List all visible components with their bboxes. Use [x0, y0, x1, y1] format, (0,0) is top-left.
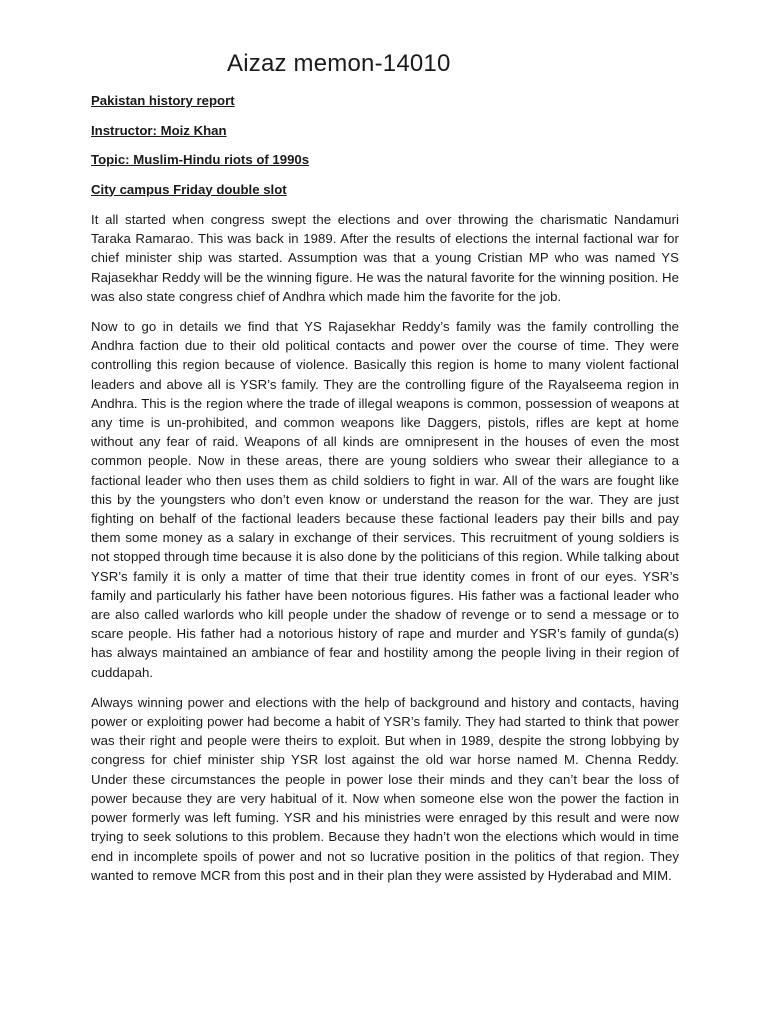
paragraph-1: It all started when congress swept the elections and over throwing the charismatic Nandamuri Taraka Ramarao. This was back in 1989. After the results of elections the internal factional war for chief minister ship was started. Assumption was that a young Cristian MP who was named YS Rajasekhar Reddy will be the winning figure. He was the natural favorite for the winning position. He was also state congress chief of Andhra which made him the favorite for the job.: [91, 212, 679, 304]
document-title: Aizaz memon-14010: [227, 50, 451, 77]
report-name: Pakistan history report: [91, 93, 235, 108]
campus-line: City campus Friday double slot: [91, 181, 287, 197]
paragraph-3: Always winning power and elections with the help of background and history and contacts, having power or exploiting power had become a habit of YSR’s family. They had started to think that power was their right and people were theirs to exploit. But when in 1989, despite the strong lobbying by congress for chief minister ship YSR lost against the old war horse named M. Chenna Reddy. Under these circumstances the people in power lose their minds and they can’t bear the loss of power because they are very habitual of it. Now when someone else won the power the faction in power formerly was left fuming. YSR and his ministries were enraged by this result and were now trying to seek solutions to this problem. Because they hadn’t won the elections which would in time end in incomplete spoils of power and not so lucrative position in the politics of that region. They wanted to remove MCR from this post and in their plan they were assisted by Hyderabad and MIM.: [91, 694, 679, 883]
paragraph-2: Now to go in details we find that YS Rajasekhar Reddy’s family was the family controlling the Andhra faction due to their old political contacts and power over the course of time. They were controlling this region because of violence. Basically this region is home to many violent factional leaders and above all is YSR’s family. They are the controlling figure of the Rayalseema region in Andhra. This is the region where the trade of illegal weapons is common, possession of weapons at any time is un-prohibited, and common weapons like Daggers, pistols, rifles are kept at home without any fear of raid. Weapons of all kinds are omnipresent in the houses of even the most common people. Now in these areas, there are young soldiers who swear their allegiance to a factional leader who then uses them as child soldiers to fight in war. All of the wars are fought like this by the youngsters who don’t even know or understand the reason for the war. They are just fighting on behalf of the factional leaders because these factional leaders pay their bills and pay them some money as a salary in exchange of their services. This recruitment of young soldiers is not stopped through time because it is also done by the politicians of this region. While talking about YSR’s family it is only a matter of time that their true identity comes in front of our eyes. YSR’s family and particularly his father have been notorious figures. His father was a factional leader who are also called warlords who kill people under the shadow of revenge or to send a message or to scare people. His father had a notorious history of rape and murder and YSR’s family of gunda(s) has always maintained an ambiance of fear and hostility among the people living in their region of cuddapah.: [91, 319, 679, 680]
instructor-line: Instructor: Moiz Khan: [91, 122, 227, 138]
topic-line: Topic: Muslim-Hindu riots of 1990s: [91, 152, 310, 167]
